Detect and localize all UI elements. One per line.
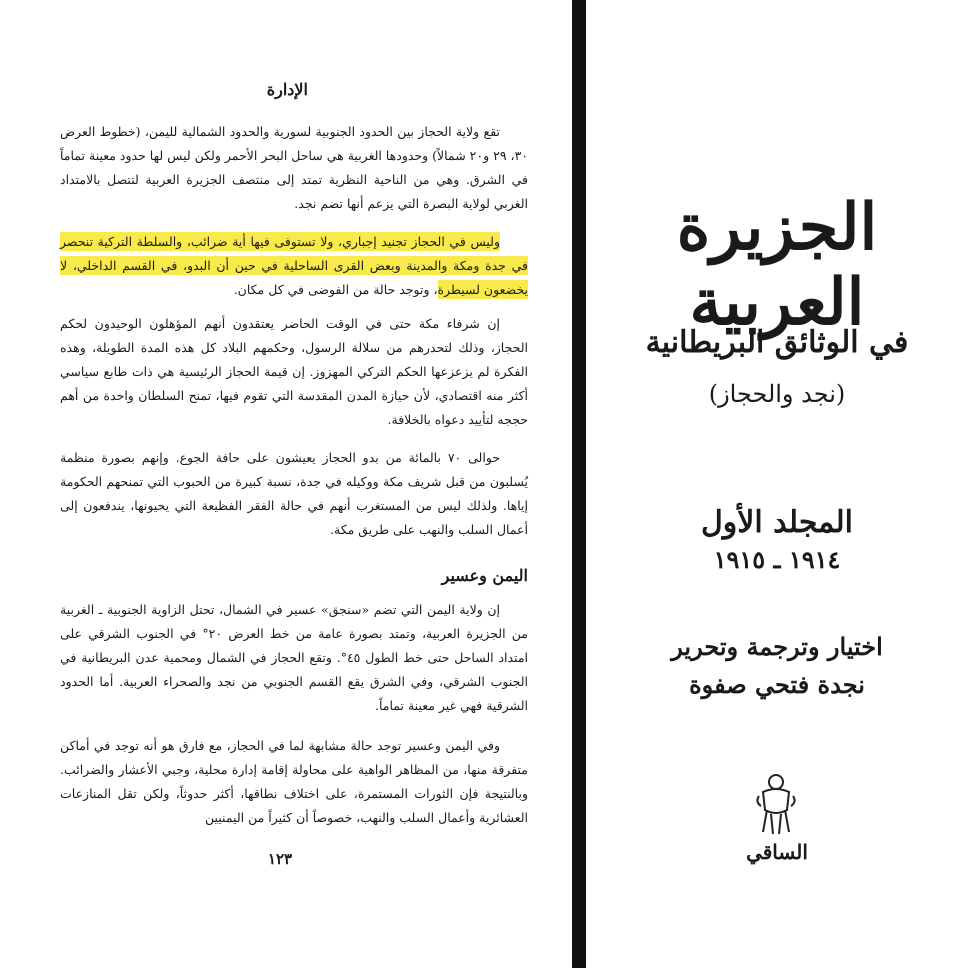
- publisher-name: الساقي: [746, 840, 808, 864]
- editor-credit: اختيار وترجمة وتحرير: [671, 632, 883, 661]
- saqi-logo-icon: [751, 770, 801, 840]
- paragraph-3: إن شرفاء مكة حتى في الوقت الحاضر يعتقدون أنهم المؤهلون الوحيدون لحكم الحجاز، وذلك لتحدرهم من سلالة الرسول، وحكمهم البلاد كل هذه المدة الطويلة، وهذه الفكرة لم يزعزعها الحكم التركي المهزوز. إن قيمة الحجاز الرئيسية هي ذات طابع سياسي أكثر منه اقتصادي، لأن حيازة المدن المقدسة التي تقوم فيها، تمنح السلطان واحدة من أهم حججه لتأييد دعواه بالخلافة.: [60, 316, 528, 427]
- paragraph-2: [60, 230, 528, 302]
- book-subtitle-region: (نجد والحجاز): [708, 380, 846, 408]
- section-title-administration: الإدارة: [266, 80, 308, 99]
- page-number: ١٢٣: [267, 850, 293, 868]
- paragraph-4: حوالى ٧٠ بالمائة من بدو الحجاز يعيشون على حافة الجوع. وإنهم بصورة منظمة يُسلبون من قبل شريف مكة ووكيله في جدة، نسبة كبيرة من الحبوب التي تمنحهم الحكومة إياها. ولذلك ليس من المستغرب أنهم في حالة الفقر الفظيعة التي يحيونها، يندفعون إلى أعمال السلب والنهب على طريق مكة.: [60, 450, 528, 537]
- section-title-yemen-asir: اليمن وعسير: [441, 566, 528, 585]
- paragraph-2-rest: ، وتوجد حالة من الفوضى في كل مكان.: [233, 282, 438, 297]
- volume-label: المجلد الأول: [700, 505, 854, 540]
- book-spine: [572, 0, 586, 968]
- author-name: نجدة فتحي صفوة: [689, 670, 865, 699]
- volume-years: ١٩١٤ ـ ١٩١٥: [713, 545, 841, 574]
- right-page-cover: [586, 0, 968, 968]
- book-subtitle: في الوثائق البريطانية: [645, 325, 909, 360]
- paragraph-6: وفي اليمن وعسير توجد حالة مشابهة لما في الحجاز، مع فارق هو أنه توجد في أماكن متفرقة منها، من المظاهر الواهية على محاولة إقامة إدارة محلية، وجبي الأعشار والضرائب. وبالنتيجة فإن الثورات المستمرة، على اختلاف نطاقها، أكثر حدوثاً، ولكن تقل المنازعات العشائرية وأعمال السلب والنهب، خصوصاً أن كثيراً من اليمنيين: [60, 738, 528, 825]
- highlighted-text: وليس في الحجاز تجنيد إجباري، ولا تستوفى فيها أية ضرائب، والسلطة التركية تنحصر في جدة ومكة والمدينة وبعض القرى الساحلية في حين أن البدو، في القسم الداخلي، لا يخضعون لسيطرة: [60, 234, 528, 297]
- paragraph-5: إن ولاية اليمن التي تضم «سنجق» عسير في الشمال، تحتل الزاوية الجنوبية ـ الغربية من الجزيرة العربية، وتمتد بصورة عامة من خط العرض ٢٠° في الجنوب الشرقي على امتداد الساحل حتى خط الطول ٤٥°. وتقع الحجاز في الشمال ومحمية عدن البريطانية في الجنوب الشرقي، وفي الشرق يقع القسم الجنوبي من نجد والصحراء العربية. أما الحدود الشرقية فهي غير معينة تماماً.: [60, 602, 529, 713]
- paragraph-1: تقع ولاية الحجاز بين الحدود الجنوبية لسورية والحدود الشمالية لليمن، (خطوط العرض ٣٠، ٢٩ و٢٠ شمالاً) وحدودها الغربية هي ساحل البحر الأحمر ولكن ليس لها حدود معينة تماماً في الشرق. وهي من الناحية النظرية تمتد إلى منتصف الجزيرة العربية لتتصل بالامتداد الغربي لولاية البصرة التي يزعم أنها تضم نجد.: [60, 124, 528, 211]
- book-title: الجزيرة العربية: [676, 190, 878, 340]
